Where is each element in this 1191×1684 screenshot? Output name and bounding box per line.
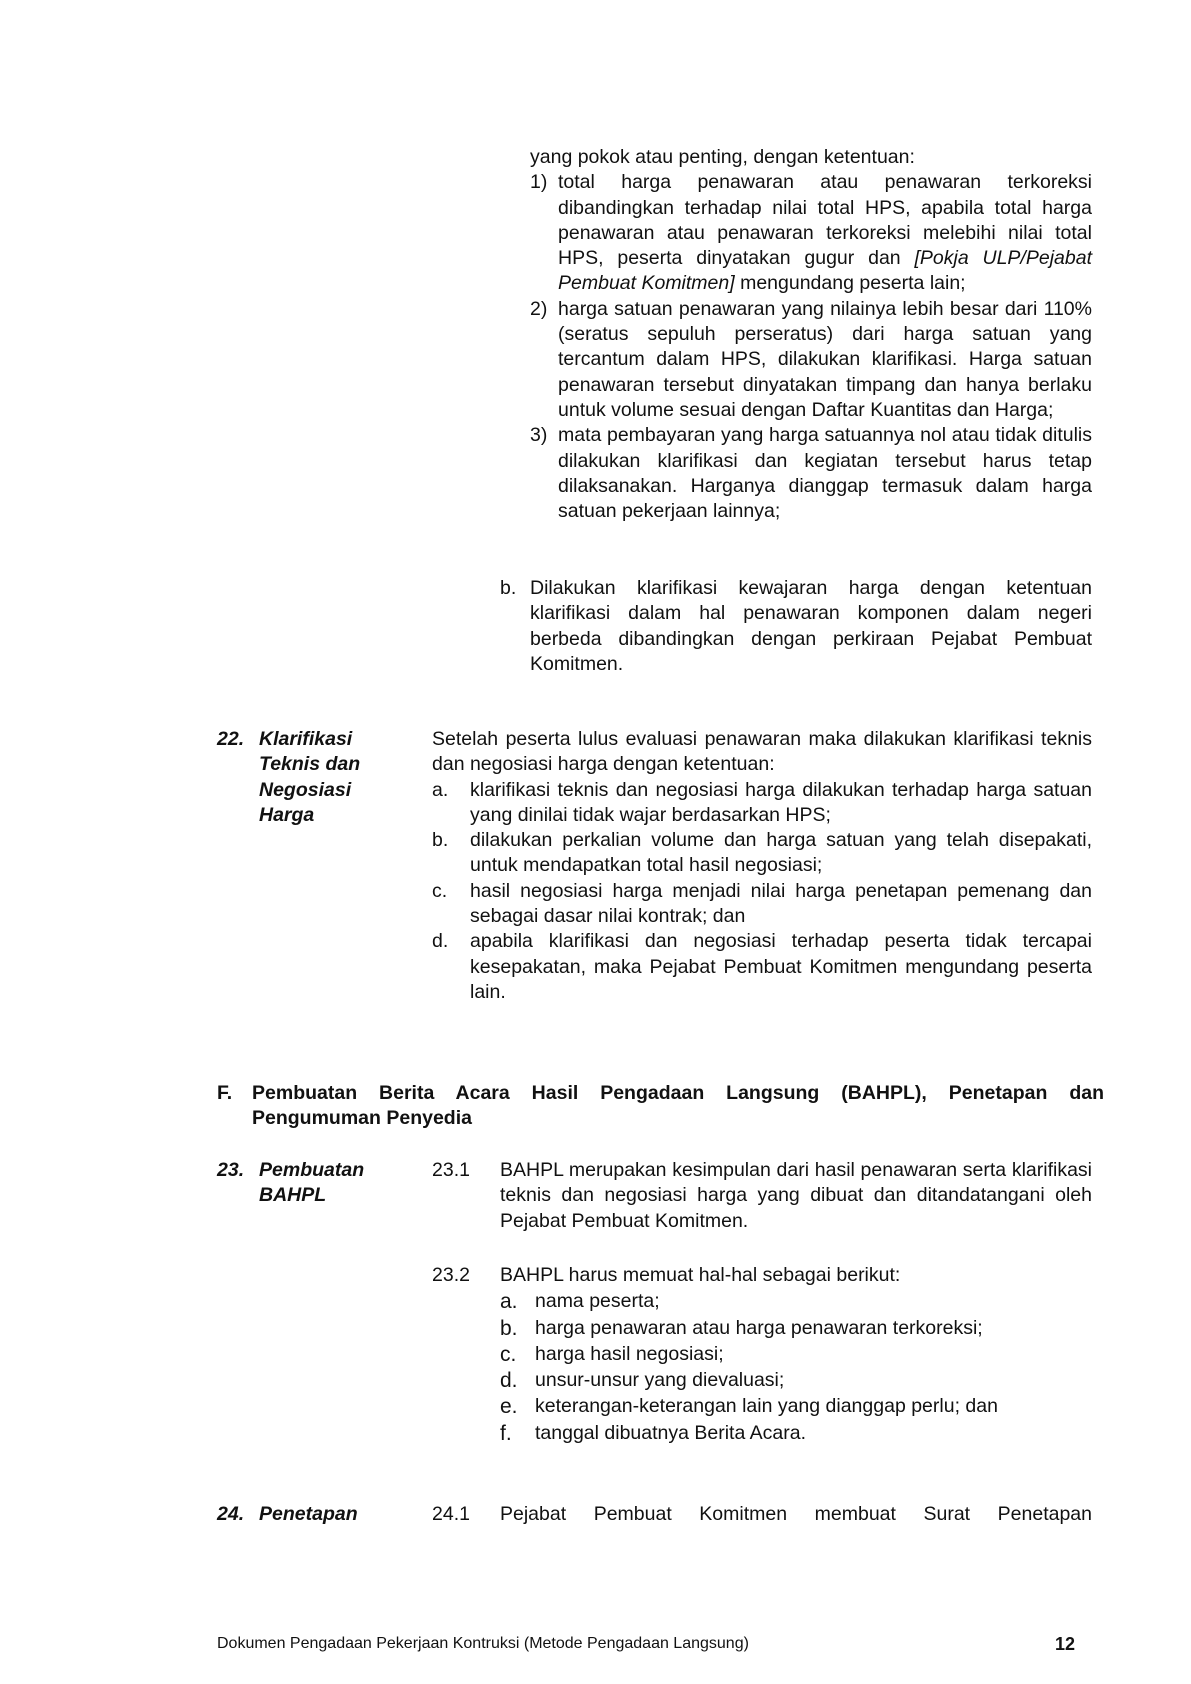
footer-text: Dokumen Pengadaan Pekerjaan Kontruksi (Metode Pengadaan Langsung) — [217, 1635, 749, 1652]
clause-23-1-text: BAHPL merupakan kesimpulan dari hasil penawaran serta klarifikasi teknis dan negosiasi harga yang dibuat dan ditandatangani oleh Pejabat Pembuat Komitmen. — [500, 1159, 1092, 1232]
item-text: harga satuan penawaran yang nilainya lebih besar dari 110% (seratus sepuluh perseratus) dari harga satuan yang tercantum dalam HPS, dilakukan klarifikasi. Harga satuan penawaran tersebut dinyatakan timpang dan hanya berlaku untuk volume sesuai dengan Daftar Kuantitas dan Harga; — [558, 297, 1092, 421]
item-text: dilakukan perkalian volume dan harga satuan yang telah disepakati, untuk mendapatkan total hasil negosiasi; — [470, 829, 1092, 877]
list-item — [500, 1342, 1092, 1367]
item-text: klarifikasi teknis dan negosiasi harga dilakukan terhadap harga satuan yang dinilai tidak wajar berdasarkan HPS; — [470, 778, 1092, 826]
clause-24-1-number: 24.1 — [432, 1503, 470, 1525]
list-item — [432, 828, 1092, 879]
list-marker: a. — [500, 1290, 518, 1314]
clause-23-1-number: 23.1 — [432, 1159, 470, 1181]
item-text: nama peserta; — [535, 1290, 660, 1313]
clause-23-2-text: BAHPL harus memuat hal-hal sebagai berikut: — [500, 1264, 901, 1286]
list-item — [500, 1421, 1092, 1446]
item-text: harga penawaran atau harga penawaran terkoreksi; — [535, 1316, 983, 1339]
item-text: mata pembayaran yang harga satuannya nol atau tidak ditulis dilakukan klarifikasi dan kegiatan tersebut harus tetap dilaksanakan. Harganya dianggap termasuk dalam harga satuan pekerjaan lainnya; — [558, 424, 1092, 523]
list-item — [500, 1368, 1092, 1393]
item-text: Dilakukan klarifikasi kewajaran harga dengan ketentuan klarifikasi dalam hal penawaran komponen dalam negeri berbeda dibandingkan dengan perkiraan Pejabat Pembuat Komitmen. — [530, 577, 1092, 675]
top-block — [530, 145, 1092, 524]
section-24-number: 24. — [217, 1503, 245, 1525]
list-marker: 1) — [530, 171, 548, 194]
list-marker: e. — [500, 1395, 518, 1419]
item-text: tanggal dibuatnya Berita Acara. — [535, 1421, 807, 1444]
list-marker: c. — [500, 1342, 517, 1366]
section-22-body — [432, 727, 1092, 1005]
section-22-title: Klarifikasi Teknis dan Negosiasi Harga — [259, 728, 361, 826]
list-marker: a. — [432, 778, 449, 801]
clause-23-2-body — [500, 1263, 1092, 1446]
list-item — [530, 170, 1092, 296]
page-number: 12 — [1055, 1634, 1076, 1654]
clause-23-2-number: 23.2 — [432, 1264, 470, 1286]
section-f-marker: F. — [217, 1082, 233, 1104]
list-item — [432, 929, 1092, 1005]
list-item-b — [500, 576, 1092, 677]
list-marker: d. — [432, 930, 449, 953]
section-23-number: 23. — [217, 1159, 245, 1181]
list-item — [500, 1289, 1092, 1314]
list-item — [500, 1394, 1092, 1419]
item-text-italic: [Pokja ULP/Pejabat Pembuat Komitmen] — [558, 247, 1092, 295]
list-item — [432, 879, 1092, 930]
clause-24-1-text: Pejabat Pembuat Komitmen membuat Surat Penetapan — [500, 1503, 1092, 1525]
list-marker: b. — [500, 577, 517, 599]
list-item — [530, 297, 1092, 423]
list-marker: d. — [500, 1369, 518, 1393]
list-item — [530, 423, 1092, 524]
item-text: unsur-unsur yang dievaluasi; — [535, 1369, 785, 1392]
list-marker: 3) — [530, 424, 548, 447]
list-marker: b. — [432, 829, 449, 852]
section-22-number: 22. — [217, 728, 245, 750]
list-item — [500, 1316, 1092, 1341]
item-text: total harga penawaran atau penawaran terkoreksi dibandingkan terhadap nilai total HPS, apabila total harga penawaran atau penawaran terkoreksi melebihi nilai total HPS, peserta dinyatakan gugur dan — [558, 171, 1092, 270]
list-marker: b. — [500, 1316, 518, 1340]
list-marker: f. — [500, 1421, 512, 1445]
top-intro: yang pokok atau penting, dengan ketentuan: — [530, 146, 915, 168]
list-marker: c. — [432, 879, 448, 902]
item-text: mengundang peserta lain; — [734, 272, 966, 295]
item-text: hasil negosiasi harga menjadi nilai harga penetapan pemenang dan sebagai dasar nilai kontrak; dan — [470, 879, 1092, 928]
item-text: keterangan-keterangan lain yang dianggap perlu; dan — [535, 1395, 998, 1418]
section-23-title: Pembuatan BAHPL — [259, 1159, 365, 1207]
item-text: harga hasil negosiasi; — [535, 1342, 724, 1365]
section-24-title: Penetapan — [259, 1503, 358, 1525]
list-marker: 2) — [530, 297, 548, 320]
item-text: apabila klarifikasi dan negosiasi terhadap peserta tidak tercapai kesepakatan, maka Pejabat Pembuat Komitmen mengundang peserta lain. — [470, 930, 1092, 1003]
list-item — [432, 778, 1092, 829]
section-22-intro: Setelah peserta lulus evaluasi penawaran maka dilakukan klarifikasi teknis dan negosiasi harga dengan ketentuan: — [432, 728, 1092, 776]
section-f-title: Pembuatan Berita Acara Hasil Pengadaan Langsung (BAHPL), Penetapan dan Pengumuman Penyedia — [252, 1082, 1104, 1130]
